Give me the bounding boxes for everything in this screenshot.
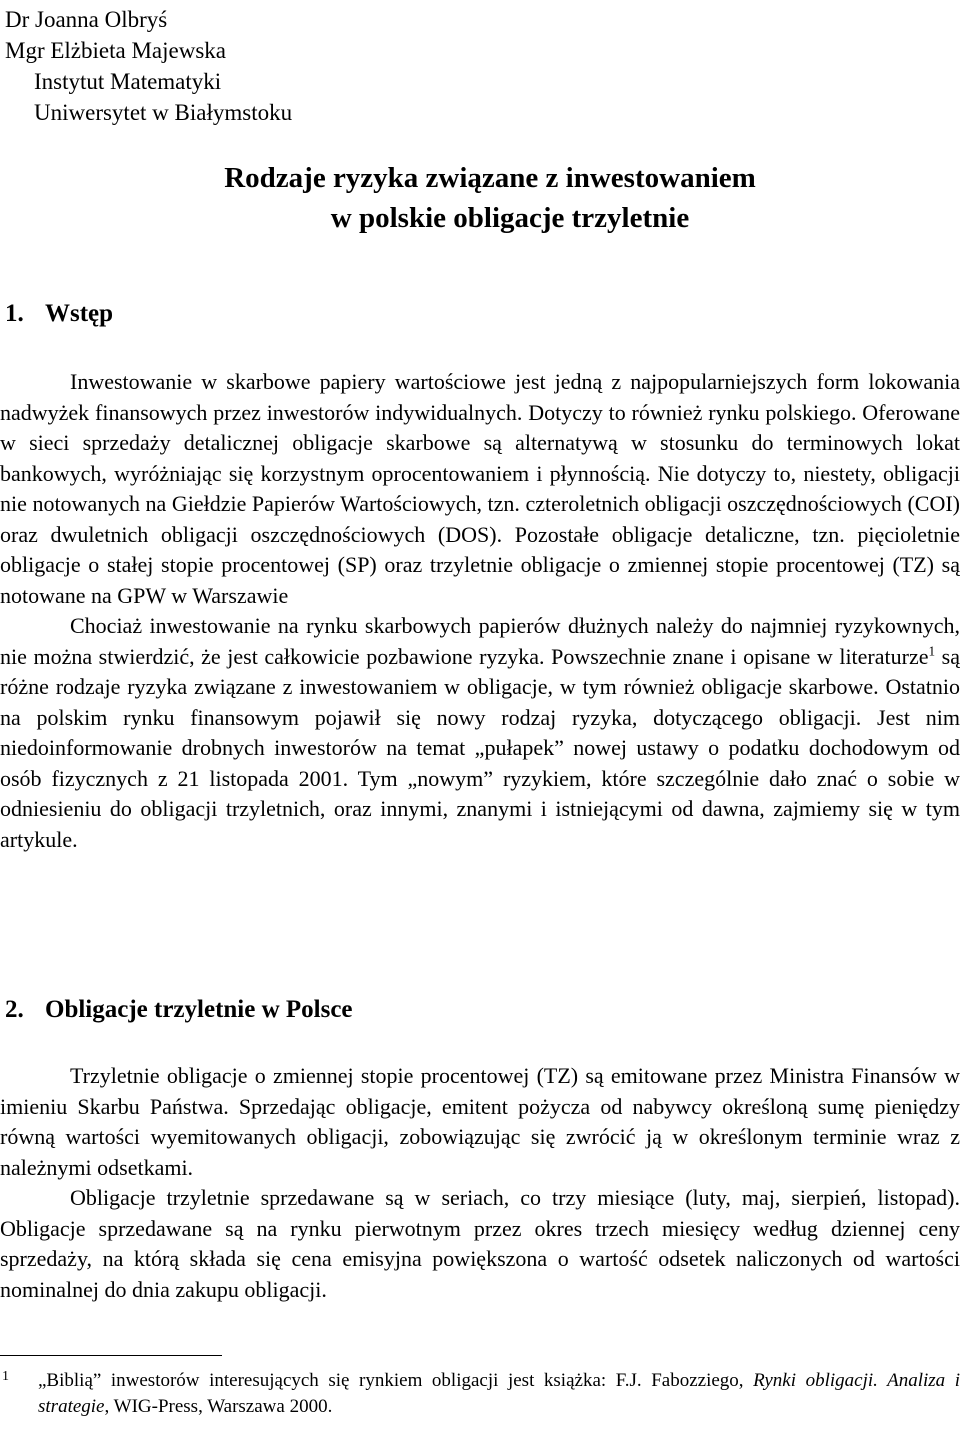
section-2-title: Obligacje trzyletnie w Polsce [45,996,353,1023]
footnote [0,1368,960,1420]
author-name-2: Mgr Elżbieta Majewska [5,38,226,63]
section-2-number: 2. [5,996,24,1023]
footnote-text-part-1: „Biblią” inwestorów interesujących się rynkiem obligacji jest książka: F.J. Fabozziego, [38,1370,754,1391]
section-2-paragraph-2: Obligacje trzyletnie sprzedawane są w seriach, co trzy miesiące (luty, maj, sierpień, listopad). Obligacje sprzedawane są na rynku pierwotnym przez okres trzech miesięcy według dziennej ceny sprzedaży, na którą składa się cena emisyjna powiększona o wartość odsetek naliczonych od wartości nominalnej do dnia zakupu obligacji. [0,1185,960,1302]
institute-name: Instytut Matematyki [34,69,222,94]
section-1-body [0,367,960,855]
author-affiliation-block [5,4,292,128]
footnote-text-part-2: , WIG-Press, Warszawa 2000. [104,1396,333,1417]
paper-title [0,158,960,238]
university-name: Uniwersytet w Białymstoku [34,100,293,125]
title-line-1: Rodzaje ryzyka związane z inwestowaniem [224,162,756,194]
section-1-paragraph-1: Inwestowanie w skarbowe papiery wartościowe jest jedną z najpopularniejszych form lokowania nadwyżek finansowych przez inwestorów indywidualnych. Dotyczy to również rynku polskiego. Oferowane w sieci sprzedaży detalicznej obligacje skarbowe są alternatywą w stosunku do terminowych lokat bankowych, wyróżniając się korzystnym oprocentowaniem i płynnością. Nie dotyczy to, niestety, obligacji nie notowanych na Giełdzie Papierów Wartościowych, tzn. czteroletnich obligacji oszczędnościowych (COI) oraz dwuletnich obligacji oszczędnościowych (DOS). Pozostałe obligacje detaliczne, tzn. pięcioletnie obligacje o stałej stopie procentowej (SP) oraz trzyletnie obligacje o zmiennej stopie procentowej (TZ) są notowane na GPW w Warszawie [0,369,960,608]
footnote-text [0,1368,960,1420]
footnote-divider [0,1355,222,1356]
section-1-number: 1. [5,300,24,327]
section-2-paragraph-1: Trzyletnie obligacje o zmiennej stopie procentowej (TZ) są emitowane przez Ministra Finansów w imieniu Skarbu Państwa. Sprzedając obligacje, emitent pożycza od nabywcy określoną sumę pieniędzy równą wartości wyemitowanych obligacji, zobowiązując się zwrócić ją w określonym terminie wraz z należnymi odsetkami. [0,1063,960,1180]
footnote-book-title: Rynki obligacji. Analiza i strategie [38,1370,960,1417]
footnote-mark: 1 [2,1369,9,1384]
section-1-paragraph-2 [0,611,960,855]
section-1-title: Wstęp [45,300,114,327]
footnote-reference[interactable]: 1 [928,643,936,659]
section-2-body [0,1061,960,1305]
title-line-2: w polskie obligacje trzyletnie [330,202,690,234]
author-name-1: Dr Joanna Olbryś [5,7,168,32]
paragraph-text-part-2: są różne rodzaje ryzyka związane z inwestowaniem w obligacje, w tym również obligacje skarbowe. Ostatnio na polskim rynku finansowym pojawił się nowy rodzaj ryzyka, dotyczącego obligacji. Jest nim niedoinformowanie drobnych inwestorów na temat „pułapek” nowej ustawy o podatku dochodowym od osób fizycznych z 21 listopada 2001. Tym „nowym” ryzykiem, które szczególnie dało znać o sobie w odniesieniu do obligacji trzyletnich, oraz innymi, znanymi i istniejącymi od dawna, zajmiemy się w tym artykule. [0,643,960,852]
paragraph-text-part-1: Chociaż inwestowanie na rynku skarbowych papierów dłużnych należy do najmniej ryzykownych, nie można stwierdzić, że jest całkowicie pozbawione ryzyka. Powszechnie znane i opisane w literaturze [0,613,960,669]
section-2-heading [5,996,353,1024]
section-1-heading [5,300,113,328]
